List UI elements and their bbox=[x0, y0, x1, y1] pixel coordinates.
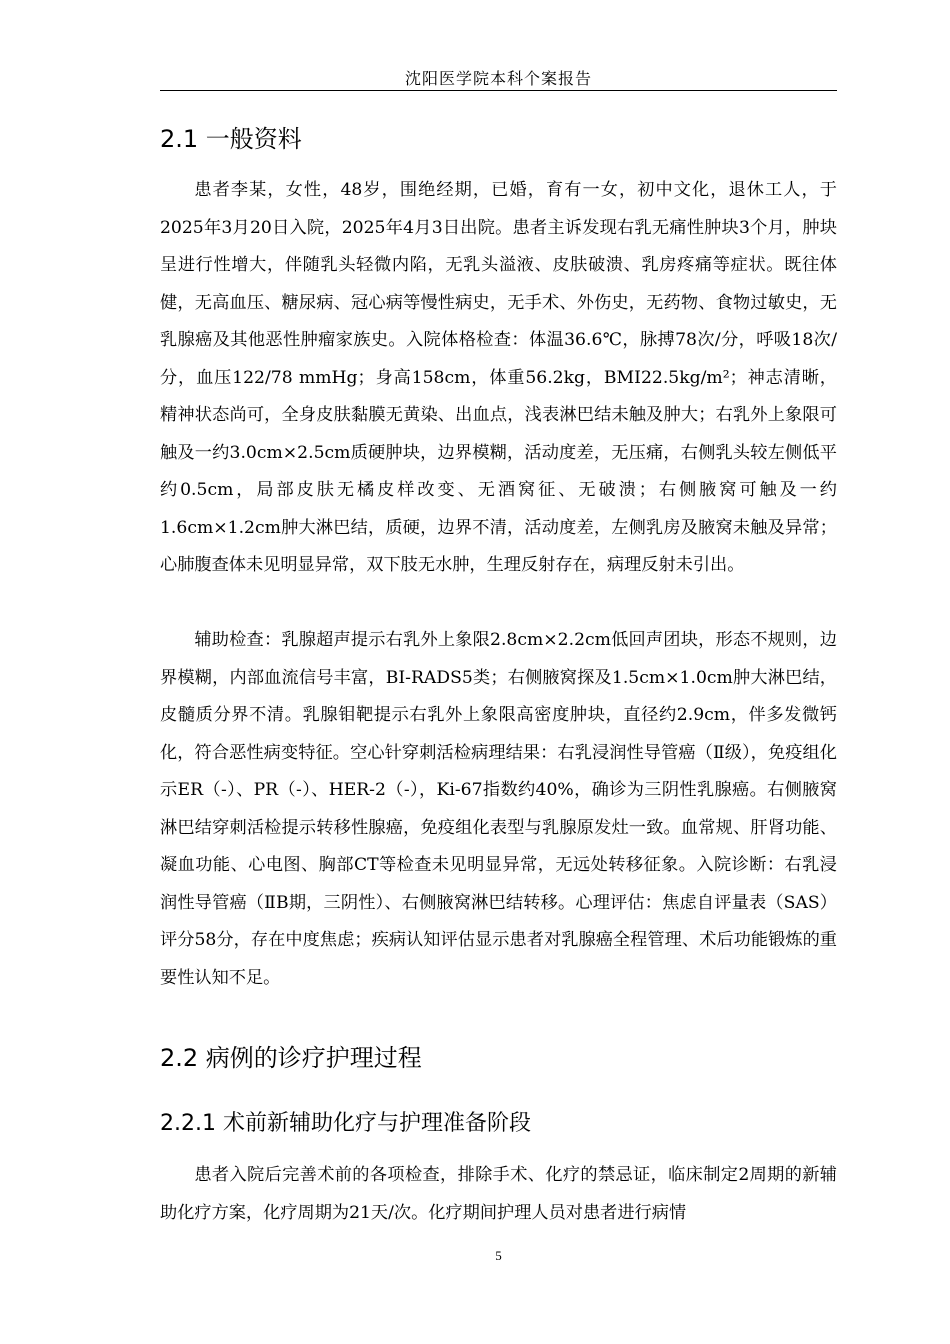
page-number: 5 bbox=[495, 1248, 502, 1263]
header-divider bbox=[160, 90, 837, 91]
section-heading-2-2-1: 2.2.1 术前新辅助化疗与护理准备阶段 bbox=[160, 1111, 531, 1136]
general-info-paragraph: 患者李某，女性，48岁，围绝经期，已婚，育有一女，初中文化，退休工人，于2025年3月20日入院，2025年4月3日出院。患者主诉发现右乳无痛性肿块3个月，肿块呈进行性增大，伴随乳头轻微内陷，无乳头溢液、皮肤破溃、乳房疼痛等症状。既往体健，无高血压、糖尿病、冠心病等慢性病史，无手术、外伤史，无药物、食物过敏史，无乳腺癌及其他恶性肿瘤家族史。入院体格检查：体温36.6℃，脉搏78次/分，呼吸18次/分，血压122/78 mmHg；身高158cm，体重56.2kg，BMI22.5kg/m²；神志清晰，精神状态尚可，全身皮肤黏膜无黄染、出血点，浅表淋巴结未触及肿大；右乳外上象限可触及一约3.0cm×2.5cm质硬肿块，边界模糊，活动度差，无压痛，右侧乳头较左侧低平约0.5cm，局部皮肤无橘皮样改变、无酒窝征、无破溃；右侧腋窝可触及一约1.6cm×1.2cm肿大淋巴结，质硬，边界不清，活动度差，左侧乳房及腋窝未触及异常；心肺腹查体未见明显异常，双下肢无水肿，生理反射存在，病理反射未引出。 bbox=[160, 180, 837, 575]
auxiliary-exam-paragraph: 辅助检查：乳腺超声提示右乳外上象限2.8cm×2.2cm低回声团块，形态不规则，边界模糊，内部血流信号丰富，BI-RADS5类；右侧腋窝探及1.5cm×1.0cm肿大淋巴结，皮髓质分界不清。乳腺钼靶提示右乳外上象限高密度肿块，直径约2.9cm，伴多发微钙化，符合恶性病变特征。空心针穿刺活检病理结果：右乳浸润性导管癌（Ⅱ级），免疫组化示ER（-）、PR（-）、HER-2（-），Ki-67指数约40%，确诊为三阴性乳腺癌。右侧腋窝淋巴结穿刺活检提示转移性腺癌，免疫组化表型与乳腺原发灶一致。血常规、肝肾功能、凝血功能、心电图、胸部CT等检查未见明显异常，无远处转移征象。入院诊断：右乳浸润性导管癌（ⅡB期，三阴性）、右侧腋窝淋巴结转移。心理评估：焦虑自评量表（SAS）评分58分，存在中度焦虑；疾病认知评估显示患者对乳腺癌全程管理、术后功能锻炼的重要性认知不足。 bbox=[160, 630, 837, 988]
running-header: 沈阳医学院本科个案报告 bbox=[404, 69, 592, 88]
section-heading-2-2: 2.2 病例的诊疗护理过程 bbox=[160, 1044, 422, 1072]
preoperative-paragraph: 患者入院后完善术前的各项检查，排除手术、化疗的禁忌证，临床制定2周期的新辅助化疗方案，化疗周期为21天/次。化疗期间护理人员对患者进行病情 bbox=[160, 1165, 837, 1223]
section-heading-2-1: 2.1 一般资料 bbox=[160, 125, 302, 153]
